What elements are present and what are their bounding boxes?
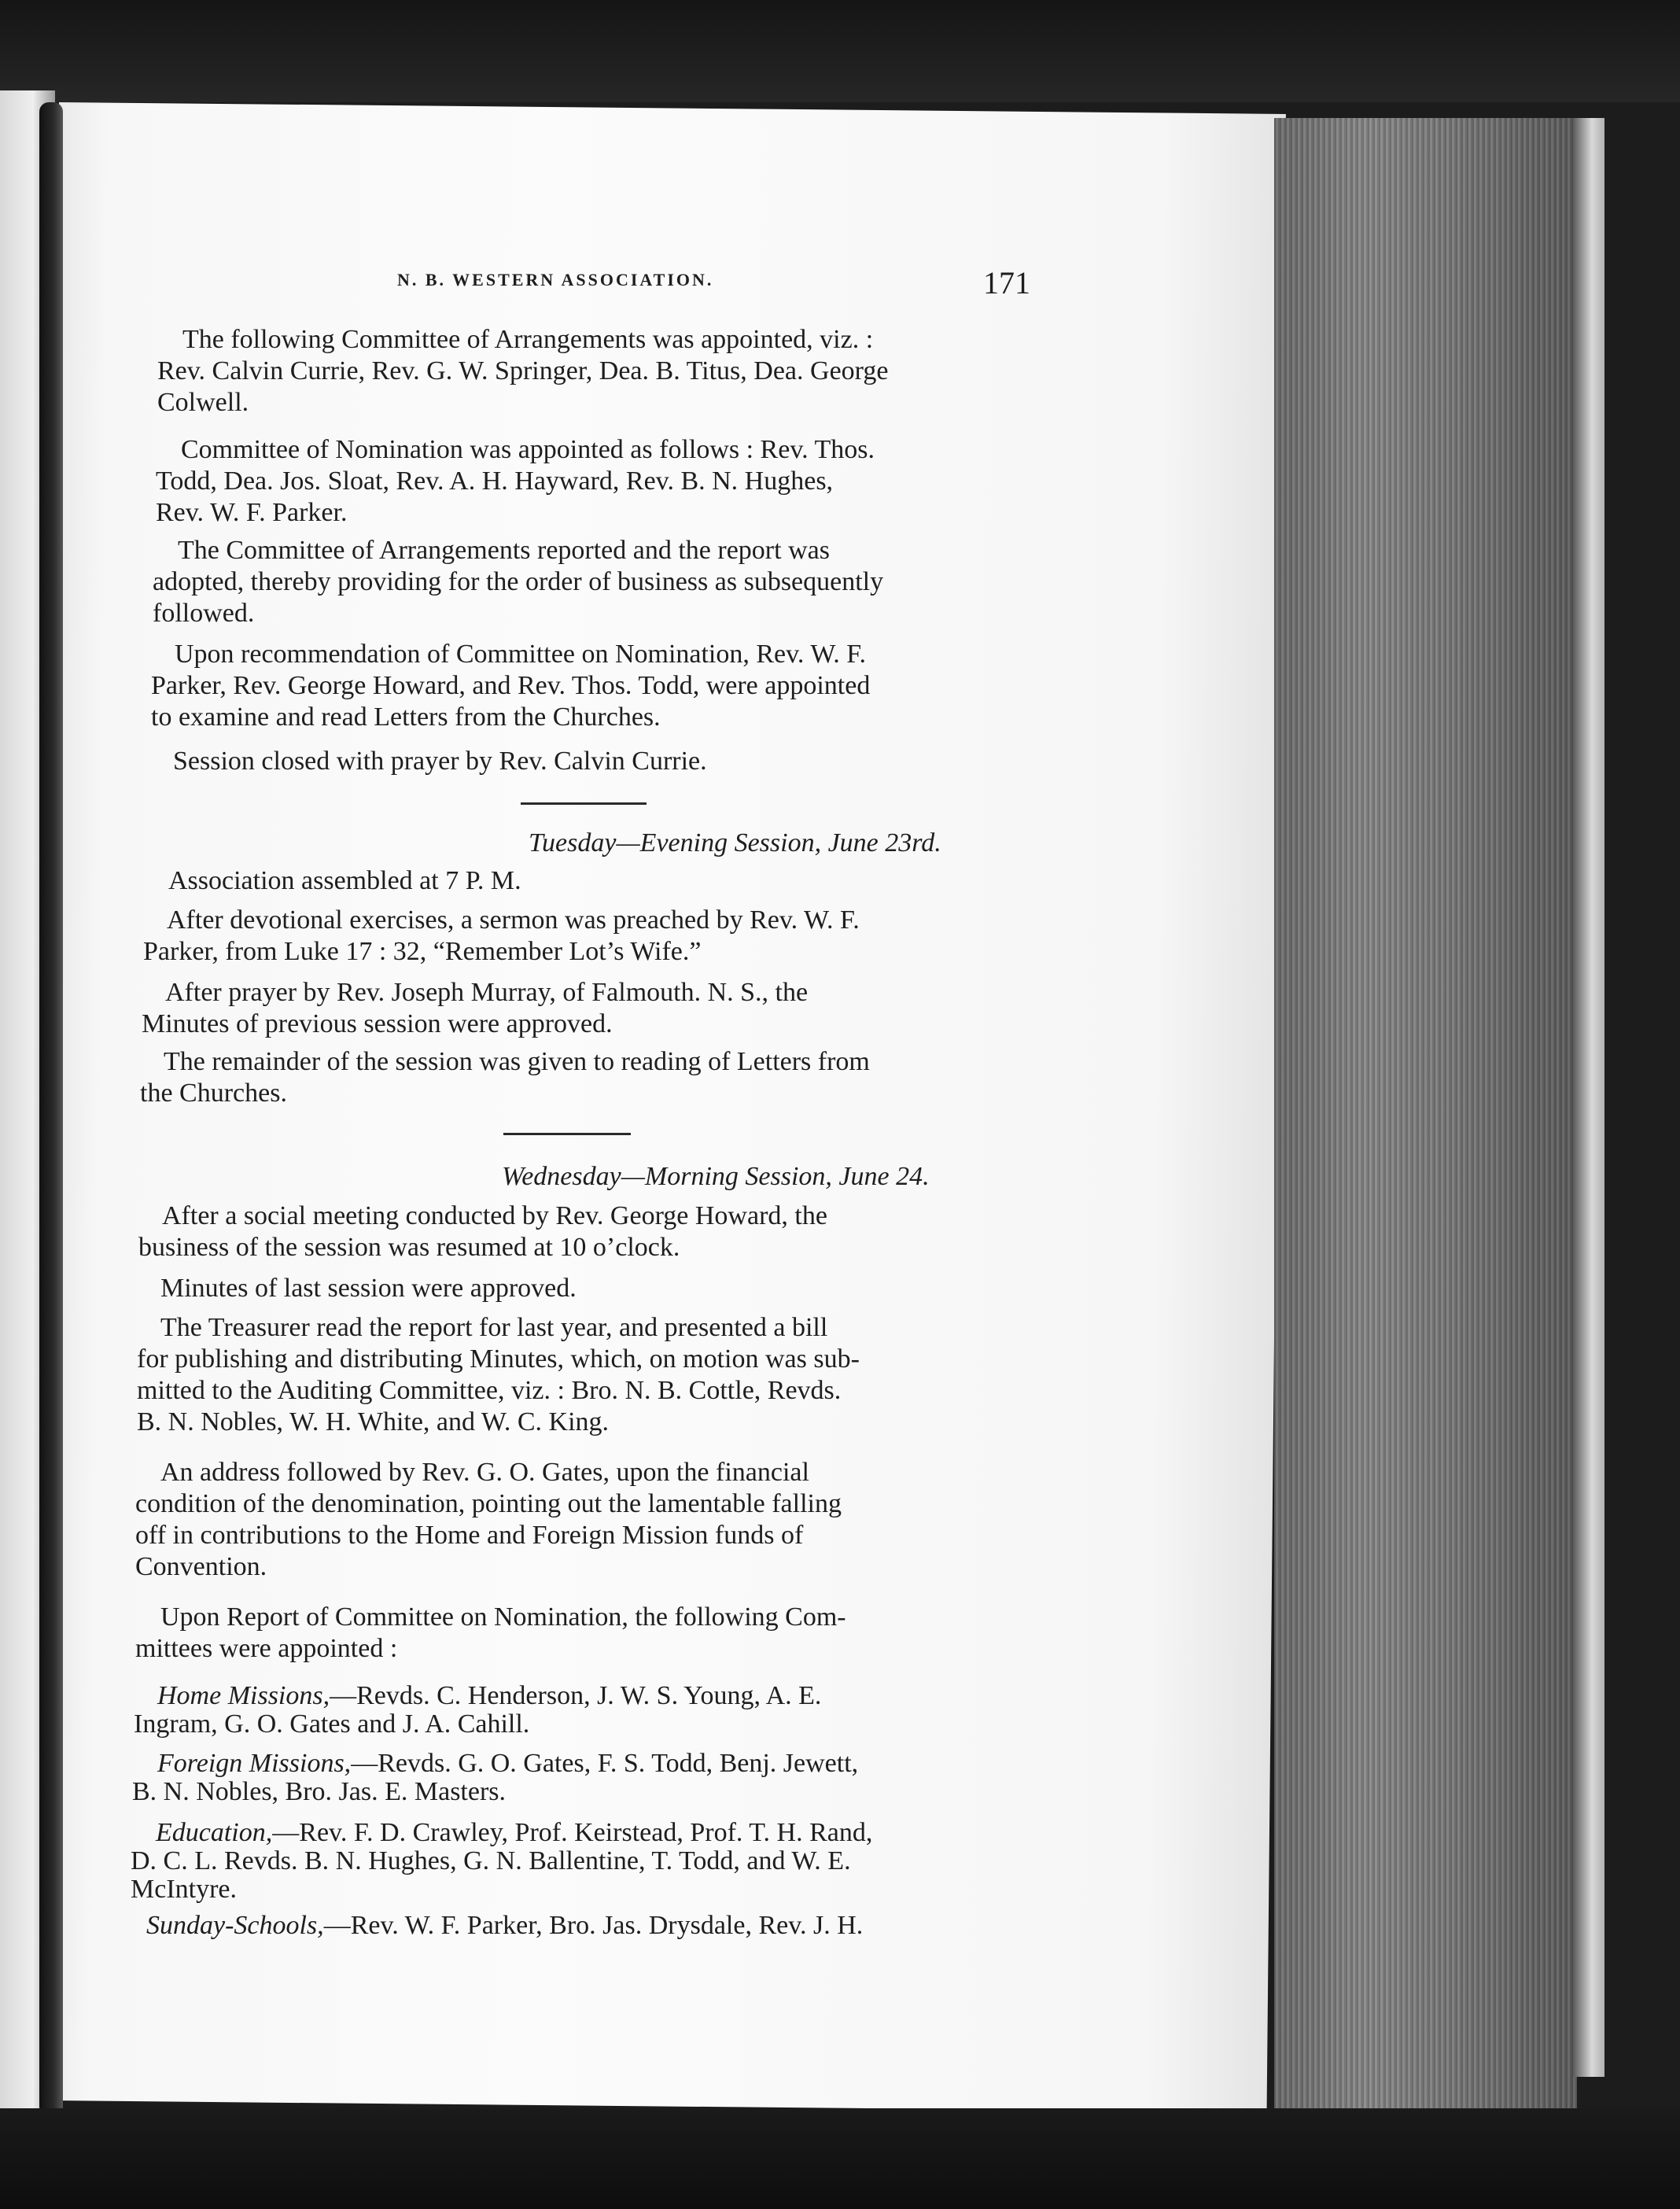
committee-entry: Sunday-Schools,—Rev. W. F. Parker, Bro. Jas. Drysdale, Rev. J. H.: [146, 1911, 864, 1940]
running-title: N. B. WESTERN ASSOCIATION.: [397, 270, 714, 289]
text-line: Parker, from Luke 17 : 32, “Remember Lot’s Wife.”: [143, 937, 702, 966]
text-line: for publishing and distributing Minutes, which, on motion was sub-: [137, 1344, 860, 1374]
text-line: Minutes of last session were approved.: [160, 1274, 577, 1303]
committee-label: Education,: [156, 1818, 273, 1847]
text-line: The Treasurer read the report for last year, and presented a bill: [160, 1313, 828, 1342]
text-line: After devotional exercises, a sermon was preached by Rev. W. F.: [167, 905, 860, 935]
text-line: followed.: [153, 599, 255, 628]
text-line: Rev. Calvin Currie, Rev. G. W. Springer, Dea. B. Titus, Dea. George: [157, 356, 889, 385]
text-line: the Churches.: [140, 1079, 287, 1108]
section-rule: [521, 802, 647, 805]
text-line: off in contributions to the Home and Foreign Mission funds of: [135, 1521, 804, 1550]
text-line: Session closed with prayer by Rev. Calvin Currie.: [173, 747, 707, 776]
text-line: D. C. L. Revds. B. N. Hughes, G. N. Ballentine, T. Todd, and W. E.: [131, 1846, 851, 1875]
text-line: Upon recommendation of Committee on Nomination, Rev. W. F.: [175, 640, 866, 669]
text-line: Parker, Rev. George Howard, and Rev. Thos. Todd, were appointed: [151, 671, 871, 700]
text-line: mittees were appointed :: [135, 1634, 398, 1663]
text-line: The remainder of the session was given to reading of Letters from: [164, 1047, 870, 1076]
committee-entry: Foreign Missions,—Revds. G. O. Gates, F. S. Todd, Benj. Jewett,: [157, 1749, 859, 1778]
text-line: Rev. W. F. Parker.: [156, 498, 348, 527]
text-line: business of the session was resumed at 10 o’clock.: [138, 1233, 680, 1262]
text-line: An address followed by Rev. G. O. Gates, upon the financial: [160, 1458, 809, 1487]
text-line: Todd, Dea. Jos. Sloat, Rev. A. H. Hayward, Rev. B. N. Hughes,: [156, 467, 834, 496]
text-line: Colwell.: [157, 388, 249, 417]
text-line: After prayer by Rev. Joseph Murray, of Falmouth. N. S., the: [165, 978, 809, 1007]
text-line: to examine and read Letters from the Churches.: [151, 703, 661, 732]
committee-entry: Education,—Rev. F. D. Crawley, Prof. Keirstead, Prof. T. H. Rand,: [156, 1818, 873, 1847]
page-number: 171: [983, 265, 1030, 301]
text-line: Ingram, G. O. Gates and J. A. Cahill.: [134, 1709, 530, 1739]
text-line: After a social meeting conducted by Rev. George Howard, the: [162, 1201, 827, 1230]
text-line: adopted, thereby providing for the order of business as subsequently: [153, 567, 884, 596]
text-line: Convention.: [135, 1552, 267, 1581]
section-rule: [503, 1133, 631, 1135]
text-line: Committee of Nomination was appointed as follows : Rev. Thos.: [181, 435, 875, 464]
text-line: Upon Report of Committee on Nomination, the following Com-: [160, 1602, 846, 1632]
session-heading: Tuesday—Evening Session, June 23rd.: [529, 828, 941, 857]
text-line: Minutes of previous session were approved.: [142, 1009, 613, 1038]
session-heading: Wednesday—Morning Session, June 24.: [502, 1162, 930, 1191]
committee-label: Home Missions,: [157, 1681, 330, 1710]
text-line: Association assembled at 7 P. M.: [168, 866, 521, 895]
committee-entry: Home Missions,—Revds. C. Henderson, J. W. S. Young, A. E.: [157, 1681, 822, 1710]
text-line: B. N. Nobles, W. H. White, and W. C. King.: [137, 1407, 610, 1436]
text-line: The following Committee of Arrangements was appointed, viz. :: [182, 325, 874, 354]
text-line: mitted to the Auditing Committee, viz. : Bro. N. B. Cottle, Revds.: [137, 1376, 842, 1405]
text-line: B. N. Nobles, Bro. Jas. E. Masters.: [132, 1777, 507, 1806]
text-line: McIntyre.: [131, 1875, 238, 1904]
text-line: The Committee of Arrangements reported and the report was: [178, 536, 830, 565]
text-line: condition of the denomination, pointing out the lamentable falling: [135, 1489, 842, 1518]
committee-label: Foreign Missions,: [157, 1749, 352, 1778]
committee-label: Sunday-Schools,: [146, 1911, 324, 1940]
